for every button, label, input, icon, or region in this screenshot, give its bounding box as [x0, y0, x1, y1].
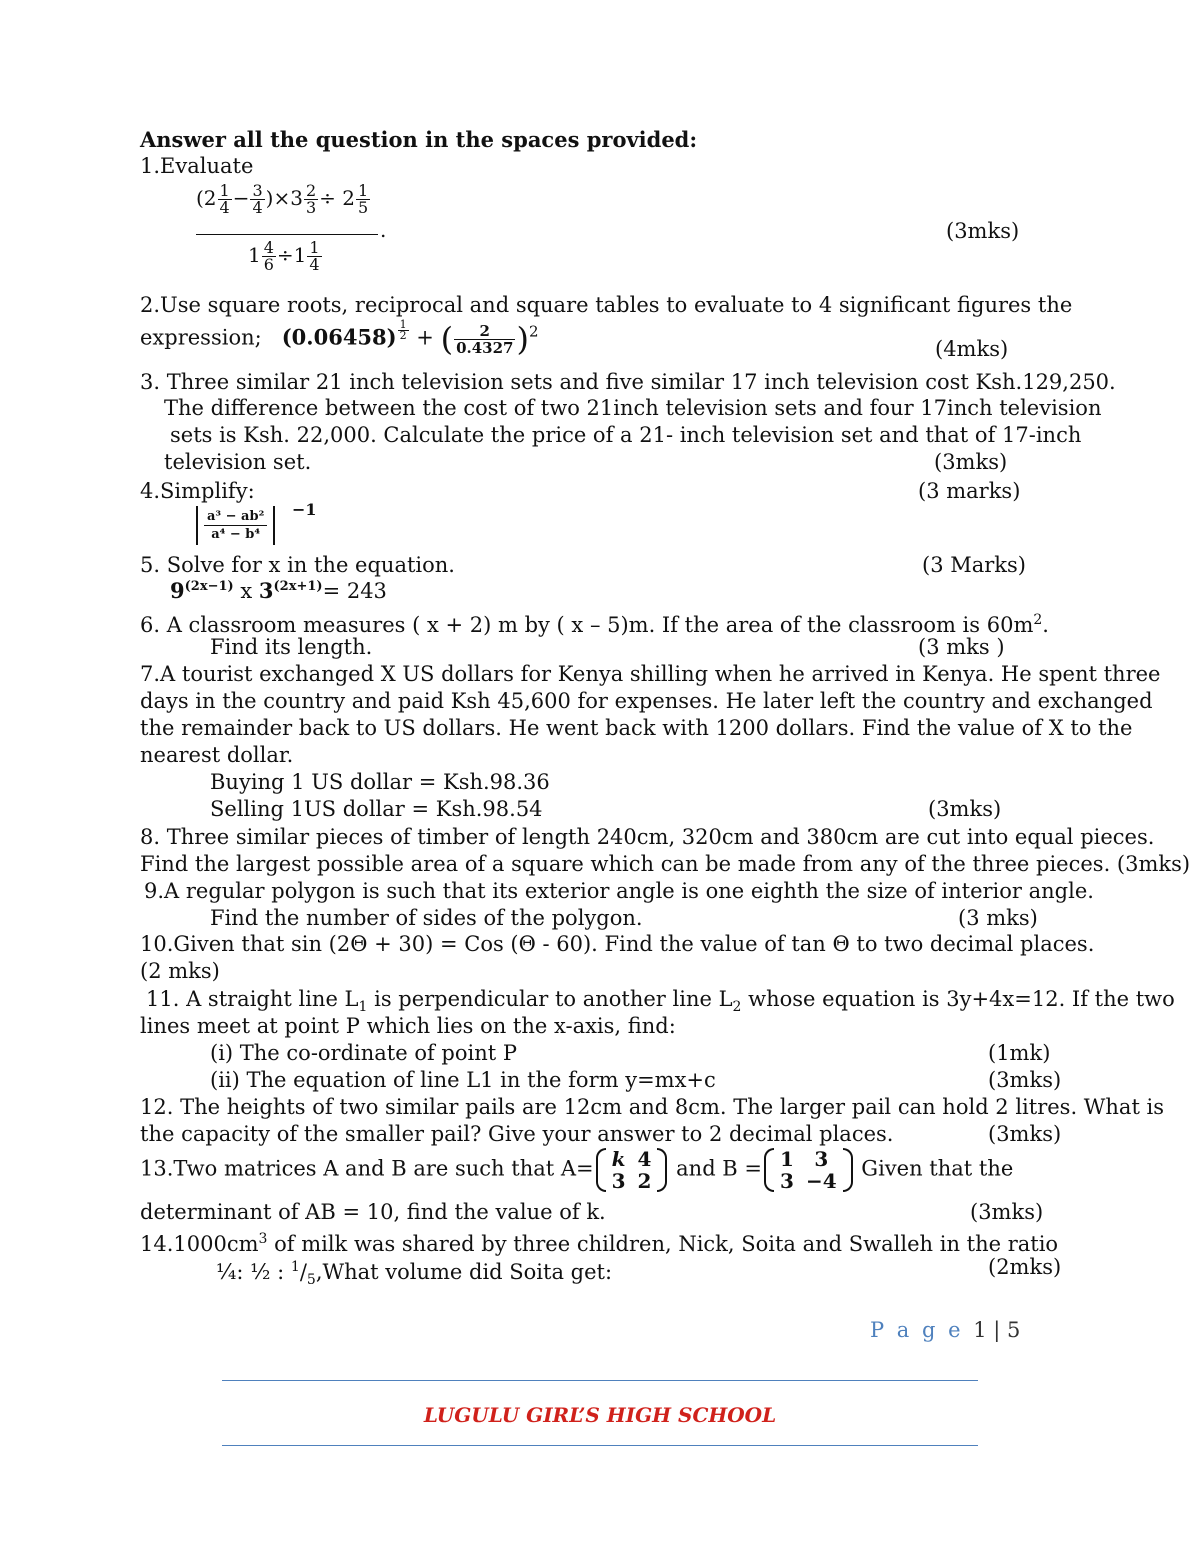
footer-rule-top [222, 1380, 978, 1381]
q3-line2: The difference between the cost of two 21inch television sets and four 17inch television [164, 396, 1102, 420]
q3-line3: sets is Ksh. 22,000. Calculate the price of a 21- inch television set and that of 17-inch [170, 423, 1082, 447]
q10-line1: 10.Given that sin (2Θ + 30) = Cos (Θ - 60). Find the value of tan Θ to two decimal places. [140, 932, 1095, 956]
q13-line2: determinant of AB = 10, find the value of k. [140, 1200, 606, 1224]
q4-expression: a³ − ab² a⁴ − b⁴ [196, 506, 275, 545]
q5-marks: (3 Marks) [922, 553, 1026, 577]
q3-line4: television set. [164, 450, 312, 474]
q8-line2: Find the largest possible area of a square which can be made from any of the three pieces. (3mks) [140, 852, 1191, 876]
q7-buying-rate: Buying 1 US dollar = Ksh.98.36 [210, 770, 550, 794]
school-name: LUGULU GIRL’S HIGH SCHOOL [423, 1403, 777, 1427]
q2-marks: (4mks) [935, 337, 1009, 361]
q4-label: 4.Simplify: [140, 479, 255, 503]
q5-equation: $9^{(2x-1)}$ x $3^{(2x+1)}= 243$ [170, 578, 387, 603]
q9-marks: (3 mks) [958, 906, 1038, 930]
q1-label: 1.Evaluate [140, 154, 254, 178]
q11-part-ii: (ii) The equation of line L1 in the form y=mx+c [210, 1068, 716, 1092]
q8-line1: 8. Three similar pieces of timber of length 240cm, 320cm and 380cm are cut into equal pieces. [140, 825, 1155, 849]
q11-part-i: (i) The co-ordinate of point P [210, 1041, 518, 1065]
q1-denominator: 1 $\frac{4}{6}$ ÷1 $\frac{1}{4}$ [248, 238, 320, 274]
q1-period: . [380, 218, 387, 242]
q2-expression: expression; (0.06458) $\frac{1}{2}$ + ( $\frac{2}{0.4327}$ )$^2$ [140, 318, 539, 358]
q1-numerator: (2 $\frac{1}{4}$ − $\frac{3}{4}$ )×3 $\frac{2}{3}$ ÷ 2 $\frac{1}{5}$ [196, 181, 369, 217]
q7-line4: nearest dollar. [140, 743, 294, 767]
q14-line2: ¼: ½ : $^1/_5,What$ volume did Soita get: [216, 1259, 613, 1289]
q10-marks: (2 mks) [140, 959, 220, 983]
q4-exponent: −1 [292, 500, 317, 519]
q11-line1: 11. A straight line $L_1$ is perpendicular to another line $L_2$ whose equation is 3y+4x=12. If the two [146, 987, 1175, 1016]
q13-line1: 13.Two matrices A and B are such that A= k 4 3 2 and B = 1 3 3 −4 Given that the [140, 1147, 1014, 1193]
q6-line1: 6. A classroom measures ( x + 2) m by ( x – 5)m. If the area of the classroom is $60m^2$. [140, 612, 1049, 637]
q11-line2: lines meet at point P which lies on the x-axis, find: [140, 1014, 676, 1038]
q12-marks: (3mks) [988, 1122, 1062, 1146]
q14-line1: $14.1000cm^3$ of milk was shared by three children, Nick, Soita and Swalleh in the ratio [140, 1231, 1059, 1256]
q7-line2: days in the country and paid Ksh 45,600 for expenses. He later left the country and exchanged [140, 689, 1153, 713]
q12-line2: the capacity of the smaller pail? Give your answer to 2 decimal places. [140, 1122, 894, 1146]
q9-line2: Find the number of sides of the polygon. [210, 906, 643, 930]
page-number: P a g e 1 | 5 [870, 1318, 1021, 1342]
q7-selling-rate: Selling 1US dollar = Ksh.98.54 [210, 797, 543, 821]
q3-line1: 3. Three similar 21 inch television sets and five similar 17 inch television cost Ksh.129,250. [140, 370, 1116, 394]
q7-line3: the remainder back to US dollars. He went back with 1200 dollars. Find the value of X to the [140, 716, 1133, 740]
q11-part-ii-marks: (3mks) [988, 1068, 1062, 1092]
q4-marks: (3 marks) [918, 479, 1021, 503]
q1-marks: (3mks) [946, 219, 1020, 243]
q13-marks: (3mks) [970, 1200, 1044, 1224]
footer-rule-bottom [222, 1445, 978, 1446]
q1-main-fraction-bar [196, 234, 378, 235]
q6-line2: Find its length. [210, 635, 373, 659]
q14-marks: (2mks) [988, 1255, 1062, 1279]
q3-marks: (3mks) [934, 450, 1008, 474]
q9-line1: 9.A regular polygon is such that its exterior angle is one eighth the size of interior angle. [144, 879, 1094, 903]
q12-line1: 12. The heights of two similar pails are 12cm and 8cm. The larger pail can hold 2 litres. What is [140, 1095, 1165, 1119]
q5-label: 5. Solve for x in the equation. [140, 553, 455, 577]
matrix-a: k 4 3 2 [594, 1148, 670, 1192]
q11-part-i-marks: (1mk) [988, 1041, 1051, 1065]
matrix-b: 1 3 3 −4 [762, 1148, 855, 1192]
q2-line1: 2.Use square roots, reciprocal and square tables to evaluate to 4 significant figures the [140, 293, 1073, 317]
q7-line1: 7.A tourist exchanged X US dollars for Kenya shilling when he arrived in Kenya. He spent three [140, 662, 1161, 686]
q7-marks: (3mks) [928, 797, 1002, 821]
instructions-heading: Answer all the question in the spaces provided: [140, 127, 698, 152]
q6-marks: (3 mks ) [918, 635, 1005, 659]
